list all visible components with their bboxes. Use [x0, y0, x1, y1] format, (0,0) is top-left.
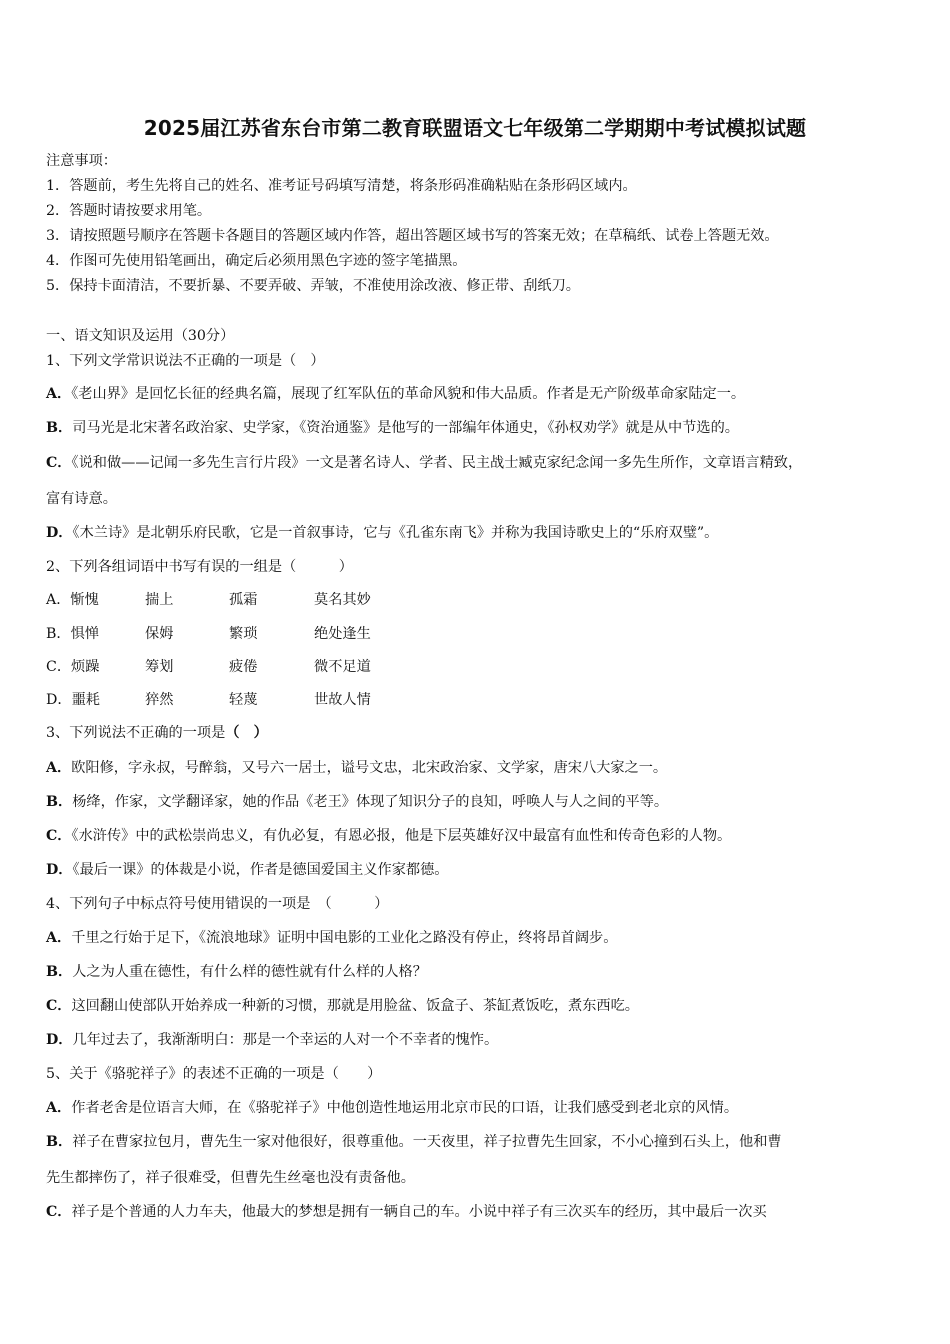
- notice-item: 1．答题前，考生先将自己的姓名、准考证号码填写清楚，将条形码准确粘贴在条形码区域内。: [46, 178, 637, 194]
- option-letter: B．: [46, 794, 73, 810]
- option-letter: B．: [46, 1134, 73, 1150]
- notice-item: 4．作图可先使用铅笔画出，确定后必须用黑色字迹的签字笔描黑。: [46, 253, 467, 269]
- option-c: C．祥子是个普通的人力车夫，他最大的梦想是拥有一辆自己的车。小说中祥子有三次买车的经历，其中最后一次买: [46, 1204, 767, 1220]
- word-group-cell: 微不足道: [314, 659, 371, 675]
- notice-item: 5．保持卡面清洁，不要折暴、不要弄破、弄皱，不准使用涂改液、修正带、刮纸刀。: [46, 278, 580, 294]
- option-c: C．《水浒传》中的武松崇尚忠义，有仇必复，有恩必报，他是下层英雄好汉中最富有血性和传奇色彩的人物。: [46, 828, 732, 844]
- question-stem: 2、下列各组词语中书写有误的一组是（ ）: [46, 559, 353, 575]
- question-stem: 4、下列句子中标点符号使用错误的一项是 （ ）: [46, 896, 389, 912]
- option-a: A．千里之行始于足下，《流浪地球》证明中国电影的工业化之路没有停止，终将昂首阔步。: [46, 930, 618, 946]
- option-d: D．几年过去了，我渐渐明白：那是一个幸运的人对一个不幸者的愧怍。: [46, 1032, 499, 1048]
- option-letter: D．: [46, 862, 73, 878]
- option-c: C．这回翻山使部队开始养成一种新的习惯，那就是用脸盆、饭盒子、茶缸煮饭吃，煮东西吃。: [46, 998, 639, 1014]
- option-a: A．欧阳修，字永叔，号醉翁，又号六一居士，谥号文忠，北宋政治家、文学家，唐宋八大家之一。: [46, 760, 668, 776]
- section-heading: 一、语文知识及运用（30分）: [46, 328, 235, 344]
- word-group-cell: 莫名其妙: [314, 592, 371, 608]
- page-title: 2025届江苏省东台市第二教育联盟语文七年级第二学期期中考试模拟试题: [143, 116, 807, 140]
- word-group-cell: 疲倦: [229, 659, 258, 675]
- option-letter: D．: [46, 525, 73, 541]
- option-c: C．《说和做——记闻一多先生言行片段》一文是著名诗人、学者、民主战士臧克家纪念闻一多先生所作，文章语言精致，: [46, 455, 803, 471]
- word-group-cell: 猝然: [145, 692, 174, 708]
- word-group-cell: 绝处逢生: [314, 626, 371, 642]
- option-b: B．人之为人重在德性，有什么样的德性就有什么样的人格？: [46, 964, 427, 980]
- notice-heading: 注意事项：: [46, 153, 117, 169]
- option-letter: C．: [46, 828, 72, 844]
- question-stem-text: 3、下列说法不正确的一项是: [46, 725, 226, 741]
- option-letter: A．: [46, 760, 72, 776]
- option-letter: C．: [46, 998, 72, 1014]
- word-group-cell: 揣上: [145, 592, 174, 608]
- word-group-cell: 轻蔑: [229, 692, 258, 708]
- option-letter: A．: [46, 1100, 72, 1116]
- option-letter: B．: [46, 964, 73, 980]
- option-letter: A．: [46, 386, 72, 402]
- option-letter: B．: [46, 420, 73, 436]
- option-b: B．司马光是北宋著名政治家、史学家，《资治通鉴》是他写的一部编年体通史，《孙权劝学》就是从中节选的。: [46, 420, 739, 436]
- option-d: D．《木兰诗》是北朝乐府民歌，它是一首叙事诗，它与《孔雀东南飞》并称为我国诗歌史上的“乐府双璧”。: [46, 525, 719, 541]
- word-group-cell: C．烦躁: [46, 659, 100, 675]
- word-group-cell: 繁琐: [229, 626, 258, 642]
- word-group-cell: 筹划: [145, 659, 174, 675]
- option-letter: A．: [46, 930, 72, 946]
- question-stem: 1、下列文学常识说法不正确的一项是（ ）: [46, 353, 325, 369]
- option-letter: C．: [46, 1204, 72, 1220]
- option-b-continued: 先生都摔伤了，祥子很难受，但曹先生丝毫也没有责备他。: [46, 1170, 415, 1186]
- option-a: A．《老山界》是回忆长征的经典名篇，展现了红军队伍的革命风貌和伟大品质。作者是无产阶级革命家陆定一。: [46, 386, 746, 402]
- word-group-cell: 孤霜: [229, 592, 258, 608]
- notice-item: 3．请按照题号顺序在答题卡各题目的答题区域内作答，超出答题区域书写的答案无效；在草稿纸、试卷上答题无效。: [46, 228, 779, 244]
- option-c-continued: 富有诗意。: [46, 491, 117, 507]
- word-group-cell: D．噩耗: [46, 692, 100, 708]
- option-a: A．作者老舍是位语言大师，在《骆驼祥子》中他创造性地运用北京市民的口语，让我们感受到老北京的风情。: [46, 1100, 739, 1116]
- option-d: D．《最后一课》的体裁是小说，作者是德国爱国主义作家都德。: [46, 862, 449, 878]
- word-group-cell: A．惭愧: [46, 592, 99, 608]
- option-letter: D．: [46, 1032, 73, 1048]
- answer-bracket: （ ）: [225, 725, 268, 741]
- question-stem: [46, 724, 268, 742]
- word-group-cell: 世故人情: [314, 692, 371, 708]
- option-b: B．杨绛，作家，文学翻译家，她的作品《老王》体现了知识分子的良知，呼唤人与人之间的平等。: [46, 794, 669, 810]
- word-group-cell: B．惧惮: [46, 626, 99, 642]
- option-letter: C．: [46, 455, 72, 471]
- question-stem: 5、关于《骆驼祥子》的表述不正确的一项是（ ）: [46, 1066, 382, 1082]
- word-group-cell: 保姆: [145, 626, 174, 642]
- notice-item: 2．答题时请按要求用笔。: [46, 203, 212, 219]
- option-b: B．祥子在曹家拉包月，曹先生一家对他很好，很尊重他。一天夜里，祥子拉曹先生回家，不小心撞到石头上，他和曹: [46, 1134, 782, 1150]
